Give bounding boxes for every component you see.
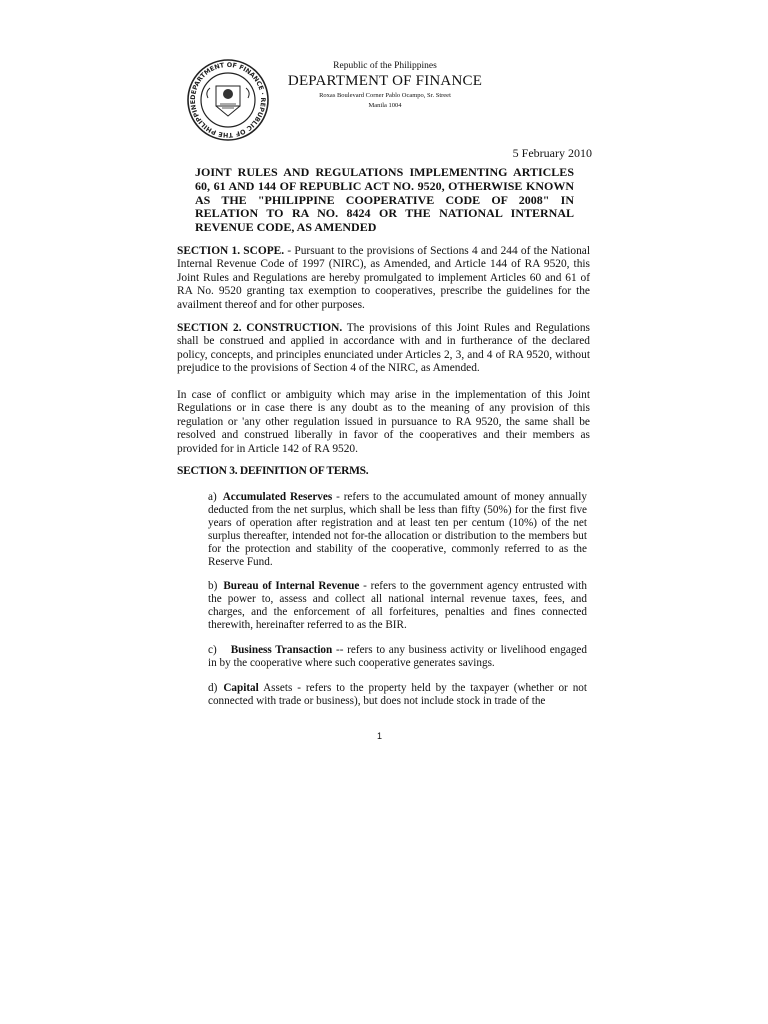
department-name: DEPARTMENT OF FINANCE [287, 73, 483, 89]
address-line-2: Manila 1004 [368, 102, 402, 109]
section-2 [177, 322, 590, 376]
dof-seal [186, 58, 270, 142]
definition-item [208, 580, 587, 632]
document-title: JOINT RULES AND REGULATIONS IMPLEMENTING ARTICLES 60, 61 AND 144 OF REPUBLIC ACT NO. 9520, OTHERWISE KNOWN AS THE "PHILIPPINE COOPERATIVE CODE OF 2008" IN RELATION TO RA NO. 8424 OR THE NATIONAL INTERNAL REVENUE CODE, AS AMENDED [195, 165, 574, 235]
definition-letter: b) [208, 580, 218, 592]
definition-letter: d) [208, 682, 218, 694]
definition-term: Accumulated Reserves [222, 491, 333, 503]
definition-item [208, 491, 587, 570]
definition-letter: a) [208, 491, 217, 503]
definition-term: Bureau of Internal Revenue [223, 580, 360, 592]
section-1 [177, 245, 590, 312]
republic-line: Republic of the Philippines [333, 61, 437, 71]
section-1-heading: SECTION 1. SCOPE. [177, 245, 285, 257]
seal-text: DEPARTMENT OF FINANCE · REPUBLIC OF THE PHILIPPINE [188, 60, 268, 140]
definition-item [208, 644, 587, 670]
section-3-heading: SECTION 3. DEFINITION OF TERMS. [177, 465, 369, 477]
document-date: 5 February 2010 [512, 146, 592, 160]
definition-letter: c) [208, 644, 217, 656]
letterhead [270, 60, 500, 111]
definition-text: - refers to the accumulated amount of money annually deducted from the net surplus, which shall be less than fifty (50%) for the first five years of operation after registration and at least ten per centum (10%) of the net surplus thereafter, intended not for-the allocation or distribution to the members but for the protection and stability of the cooperative, commonly referred to as the Reserve Fund. [208, 491, 587, 569]
section-1-body: - Pursuant to the provisions of Sections 4 and 244 of the National Internal Revenue Code of 1997 (NIRC), as Amended, and Article 144 of RA 9520, this Joint Rules and Regulations are hereby promulgated to implement Articles 60 and 61 of RA No. 9520 granting tax exemption to cooperatives, prescribe the guidelines for the availment thereof and for other purposes. [177, 245, 590, 311]
section-2-body: The provisions of this Joint Rules and Regulations shall be construed and applied in accordance with and in furtherance of the declared policy, concepts, and principles enunciated under Articles 2, 3, and 4 of RA 9520, without prejudice to the provisions of Section 4 of the NIRC, as Amended. [177, 322, 590, 375]
definition-term: Capital [223, 682, 259, 694]
seal-icon [186, 58, 270, 142]
definition-text: - refers to the government agency entrusted with the power to, assess and collect all national internal revenue taxes, fees, and charges, and the enforcement of all forfeitures, penalties and fines connected therewith, hereinafter referred to as the BIR. [208, 580, 588, 632]
definition-text: -- refers to any business activity or livelihood engaged in by the cooperative where such cooperative generates savings. [208, 644, 587, 670]
address-line-1: Roxas Boulevard Corner Pablo Ocampo, Sr. Street [319, 92, 451, 99]
definition-item [208, 682, 587, 708]
definition-term: Business Transaction [230, 644, 333, 656]
section-2-paragraph-2: In case of conflict or ambiguity which may arise in the implementation of this Joint Regulations or in case there is any doubt as to the meaning of any provision of this regulation or 'any other regulation issued in pursuance to RA 9520, the same shall be resolved and construed liberally in favor of the cooperatives and their members as provided for in Article 142 of RA 9520. [177, 389, 590, 455]
definition-text: Assets - refers to the property held by the taxpayer (whether or not connected with trade or business), but does not include stock in trade of the [208, 682, 587, 708]
page-number: 1 [377, 731, 383, 741]
section-2-heading: SECTION 2. CONSTRUCTION. [177, 322, 343, 334]
